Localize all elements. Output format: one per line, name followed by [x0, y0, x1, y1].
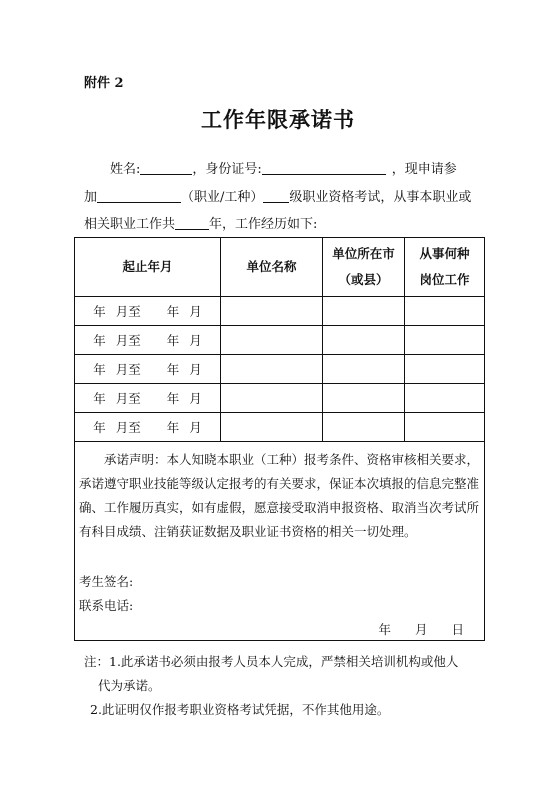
period-month-end: 月 [189, 333, 202, 348]
period-cell[interactable] [75, 355, 221, 384]
period-month-end: 月 [189, 391, 202, 406]
pledge-statement: 承诺声明：本人知晓本职业（工种）报考条件、资格审核相关要求，承诺遵守职业技能等级认定报考的有关要求，保证本次填报的信息完整准确、工作履历真实，如有虚假，愿意接受取消申报资格、取消当次考试所有科目成绩、注销获证数据及职业证书资格的相关一切处理。 [79, 452, 480, 539]
header-location-line1: 单位所在市 [332, 246, 395, 261]
header-location [323, 238, 405, 297]
position-cell[interactable] [405, 326, 485, 355]
document-title: 工作年限承诺书 [201, 107, 355, 132]
period-year: 年 [93, 420, 106, 435]
years-prefix: 相关职业工作共 [84, 217, 176, 232]
period-year-end: 年 [166, 362, 180, 377]
table-row [75, 413, 485, 442]
period-month-to: 月至 [115, 304, 141, 319]
period-year-end: 年 [166, 333, 180, 348]
occupation-text: （职业/工种） [181, 190, 264, 205]
period-year-end: 年 [166, 304, 180, 319]
signature-label[interactable]: 考生签名: [79, 574, 134, 589]
period-year: 年 [93, 333, 106, 348]
period-month-to: 月至 [115, 391, 141, 406]
id-number-blank[interactable] [262, 160, 386, 175]
id-label: ，身份证号: [192, 162, 262, 177]
period-month-to: 月至 [115, 420, 141, 435]
location-cell[interactable] [323, 297, 405, 326]
location-cell[interactable] [323, 355, 405, 384]
period-cell[interactable] [75, 297, 221, 326]
period-month-to: 月至 [115, 362, 141, 377]
period-cell[interactable] [75, 413, 221, 442]
apply-text: ，现申请参 [391, 162, 457, 177]
header-position-line1: 从事何种 [419, 246, 470, 261]
join-prefix: 加 [84, 190, 98, 205]
header-unit-name: 单位名称 [221, 238, 323, 297]
unit-cell[interactable] [221, 355, 323, 384]
work-history-table [74, 237, 485, 641]
note-1-line-1: 注：1.此承诺书必须由报考人员本人完成，严禁相关培训机构或他人 [84, 654, 459, 669]
years-suffix: 年，工作经历如下: [209, 217, 318, 232]
note-1-line-2-wrap [84, 674, 484, 698]
table-body [75, 297, 485, 442]
period-cell[interactable] [75, 384, 221, 413]
level-text: 级职业资格考试，从事本职业或 [289, 190, 472, 205]
position-cell[interactable] [405, 384, 485, 413]
period-month-to: 月至 [115, 333, 141, 348]
location-cell[interactable] [323, 413, 405, 442]
attachment-label: 附件 2 [84, 76, 124, 91]
form-line-occupation [84, 186, 484, 205]
form-line-years [84, 213, 484, 232]
level-blank[interactable] [263, 188, 289, 203]
position-cell[interactable] [405, 355, 485, 384]
position-cell[interactable] [405, 297, 485, 326]
occupation-blank[interactable] [97, 188, 181, 203]
phone-label[interactable]: 联系电话: [79, 598, 134, 613]
unit-cell[interactable] [221, 326, 323, 355]
table-header-row [75, 238, 485, 297]
form-line-name-id [84, 158, 484, 177]
note-2 [84, 698, 484, 722]
table-row [75, 326, 485, 355]
period-month-end: 月 [189, 304, 202, 319]
unit-cell[interactable] [221, 297, 323, 326]
unit-cell[interactable] [221, 384, 323, 413]
period-month-end: 月 [189, 362, 202, 377]
table-row [75, 297, 485, 326]
period-month-end: 月 [189, 420, 202, 435]
header-position-line2: 岗位工作 [419, 272, 470, 287]
period-year-end: 年 [166, 391, 180, 406]
period-year: 年 [93, 304, 106, 319]
name-blank[interactable] [140, 160, 192, 175]
note-2-text: 2.此证明仅作报考职业资格考试凭据，不作其他用途。 [90, 702, 390, 717]
pledge-row [75, 442, 485, 641]
position-cell[interactable] [405, 413, 485, 442]
table-row [75, 384, 485, 413]
unit-cell[interactable] [221, 413, 323, 442]
name-label: 姓名: [110, 162, 141, 177]
table-row [75, 355, 485, 384]
years-blank[interactable] [175, 215, 209, 230]
header-position [405, 238, 485, 297]
location-cell[interactable] [323, 384, 405, 413]
header-period: 起止年月 [75, 238, 221, 297]
pledge-cell [75, 442, 485, 641]
period-year: 年 [93, 362, 106, 377]
date-text: 年 月 日 [378, 622, 464, 637]
period-year: 年 [93, 391, 106, 406]
period-year-end: 年 [166, 420, 180, 435]
period-cell[interactable] [75, 326, 221, 355]
note-1 [84, 650, 484, 698]
note-1-line-2: 代为承诺。 [98, 678, 161, 693]
location-cell[interactable] [323, 326, 405, 355]
header-location-line2: （或县） [338, 272, 389, 287]
